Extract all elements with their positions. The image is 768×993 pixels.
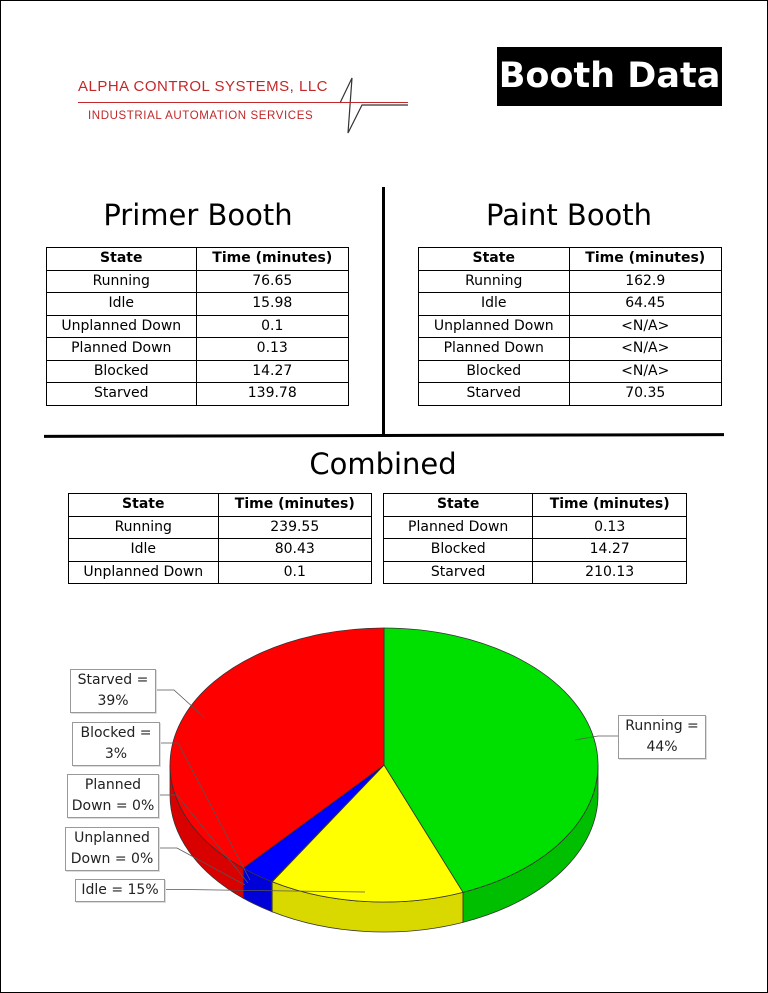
time-cell: 64.45 bbox=[569, 293, 722, 316]
column-header: State bbox=[384, 494, 533, 517]
state-cell: Unplanned Down bbox=[419, 315, 570, 338]
table-row bbox=[47, 270, 349, 293]
time-cell: 76.65 bbox=[196, 270, 348, 293]
table-row bbox=[47, 360, 349, 383]
pie-label-text: Unplanned bbox=[74, 830, 150, 846]
state-cell: Blocked bbox=[384, 539, 533, 562]
table-row bbox=[419, 270, 722, 293]
state-cell: Starved bbox=[384, 561, 533, 584]
pie-label-running bbox=[618, 715, 706, 759]
table-row bbox=[47, 383, 349, 406]
pie-label-text: Running = bbox=[625, 718, 699, 734]
state-cell: Planned Down bbox=[47, 338, 197, 361]
state-cell: Unplanned Down bbox=[47, 315, 197, 338]
time-cell: 15.98 bbox=[196, 293, 348, 316]
table-row bbox=[47, 338, 349, 361]
column-header: State bbox=[419, 248, 570, 271]
table-header-row bbox=[384, 494, 687, 517]
pie-top bbox=[170, 628, 598, 902]
column-header: Time (minutes) bbox=[569, 248, 722, 271]
state-cell: Blocked bbox=[47, 360, 197, 383]
time-cell: <N/A> bbox=[569, 315, 722, 338]
table-row bbox=[419, 383, 722, 406]
pie-label-text: 39% bbox=[97, 693, 129, 709]
state-cell: Planned Down bbox=[384, 516, 533, 539]
table-row bbox=[69, 561, 372, 584]
time-cell: <N/A> bbox=[569, 338, 722, 361]
time-cell: 239.55 bbox=[218, 516, 371, 539]
pie-label-idle bbox=[75, 879, 165, 902]
state-cell: Running bbox=[47, 270, 197, 293]
table-row bbox=[69, 516, 372, 539]
column-header: Time (minutes) bbox=[218, 494, 371, 517]
column-header: State bbox=[47, 248, 197, 271]
column-header: Time (minutes) bbox=[196, 248, 348, 271]
time-cell: 80.43 bbox=[218, 539, 371, 562]
pie-label-text: Planned bbox=[84, 777, 142, 793]
combined-table-left bbox=[68, 493, 372, 584]
primer-booth-title: Primer Booth bbox=[103, 198, 293, 232]
state-cell: Idle bbox=[69, 539, 219, 562]
pie-label-text: Blocked = bbox=[80, 725, 152, 741]
table-header-row bbox=[69, 494, 372, 517]
state-cell: Unplanned Down bbox=[69, 561, 219, 584]
pie-label-planned-down bbox=[67, 774, 159, 818]
paint-booth-title: Paint Booth bbox=[485, 198, 653, 232]
pie-label-text: Down = 0% bbox=[70, 851, 154, 867]
pie-label-unplanned-down bbox=[65, 827, 159, 871]
column-header: Time (minutes) bbox=[533, 494, 687, 517]
table-row bbox=[384, 561, 687, 584]
logo-tagline: INDUSTRIAL AUTOMATION SERVICES bbox=[88, 110, 314, 122]
time-cell: <N/A> bbox=[569, 360, 722, 383]
pie-label-text: 44% bbox=[646, 739, 678, 755]
state-cell: Planned Down bbox=[419, 338, 570, 361]
pie-label-starved bbox=[70, 669, 156, 713]
table-row bbox=[419, 338, 722, 361]
column-header: State bbox=[69, 494, 219, 517]
time-cell: 14.27 bbox=[196, 360, 348, 383]
pie-label-text: Idle = 15% bbox=[81, 882, 159, 898]
vertical-divider bbox=[382, 187, 385, 437]
table-row bbox=[419, 360, 722, 383]
company-logo bbox=[70, 70, 415, 145]
time-cell: 14.27 bbox=[533, 539, 687, 562]
table-row bbox=[384, 539, 687, 562]
time-cell: 162.9 bbox=[569, 270, 722, 293]
paint-booth-table bbox=[418, 247, 722, 406]
state-cell: Idle bbox=[47, 293, 197, 316]
time-cell: 139.78 bbox=[196, 383, 348, 406]
table-header-row bbox=[419, 248, 722, 271]
table-row bbox=[47, 293, 349, 316]
table-row bbox=[47, 315, 349, 338]
combined-title: Combined bbox=[309, 447, 457, 481]
time-cell: 0.13 bbox=[196, 338, 348, 361]
table-row bbox=[419, 315, 722, 338]
logo-rule bbox=[78, 102, 408, 103]
primer-booth-table bbox=[46, 247, 349, 406]
time-cell: 0.1 bbox=[218, 561, 371, 584]
state-cell: Starved bbox=[419, 383, 570, 406]
table-row bbox=[69, 539, 372, 562]
time-cell: 70.35 bbox=[569, 383, 722, 406]
logo-company-name: ALPHA CONTROL SYSTEMS, LLC bbox=[78, 78, 329, 95]
pie-label-text: Starved = bbox=[77, 672, 149, 688]
time-cell: 0.1 bbox=[196, 315, 348, 338]
state-cell: Running bbox=[69, 516, 219, 539]
state-cell: Idle bbox=[419, 293, 570, 316]
combined-table-right bbox=[383, 493, 687, 584]
pie-label-text: 3% bbox=[104, 746, 128, 762]
pie-label-text: Down = 0% bbox=[71, 798, 155, 814]
time-cell: 0.13 bbox=[533, 516, 687, 539]
table-header-row bbox=[47, 248, 349, 271]
table-row bbox=[384, 516, 687, 539]
table-row bbox=[419, 293, 722, 316]
time-cell: 210.13 bbox=[533, 561, 687, 584]
state-cell: Running bbox=[419, 270, 570, 293]
page-title: Booth Data bbox=[497, 47, 722, 106]
state-cell: Starved bbox=[47, 383, 197, 406]
pie-label-blocked bbox=[72, 722, 160, 766]
state-cell: Blocked bbox=[419, 360, 570, 383]
